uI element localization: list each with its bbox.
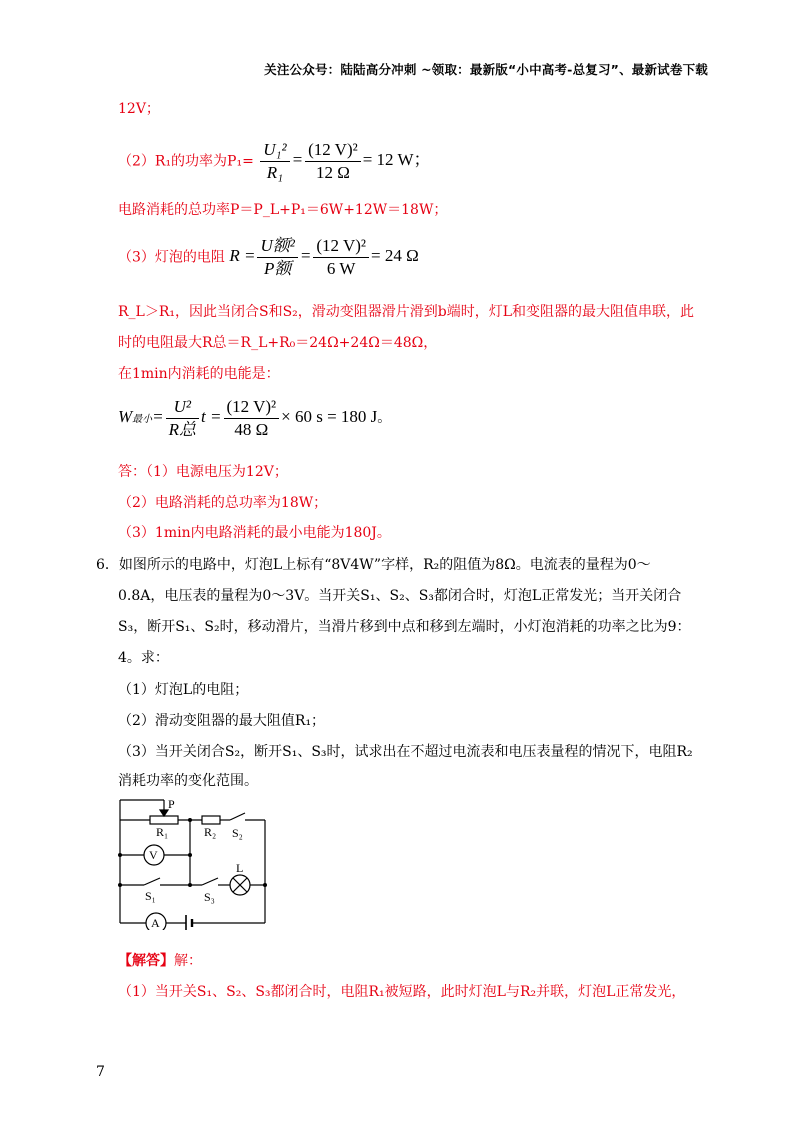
energy-fraction-values: $\frac{\text{(12 V)²}}{48 \Omega}$ [224,397,280,440]
label-r2: R₂ [204,825,217,839]
answer-line-2: （2）R₁的功率为P₁= $\frac{\text{U₁²}}{\text{R₁}}$ = $\frac{\text{(12 V)²}}{12 \Omega}$ = 12 W； [118,140,431,182]
answer-summary-3: （3）1min内电路消耗的最小电能为180J。 [118,525,391,541]
question-line-3: S₃，断开S₁、S₂时，移动滑片，当滑片移到中点和移到左端时，小灯泡消耗的功率之比为9： [118,619,691,635]
subquestion-3b: 消耗功率的变化范围。 [118,773,258,789]
solution-title: 【解答】解： [118,953,202,969]
energy-fraction: $\frac{\text{U²}}{\text{R总}}$ [166,397,199,440]
answer-line-4: （3）灯泡的电阻 R = $\frac{\text{U额²}}{\text{P额}}$ = $\frac{\text{(12 V)²}}{6 W}$ = 24 Ω [118,236,419,278]
label-l: L [236,861,244,875]
question-line-2: 0.8A，电压表的量程为0～3V。当开关S₁、S₂、S₃都闭合时，灯泡L正常发光；当开关闭合 [118,588,682,604]
ammeter-icon: A [151,916,160,930]
page-header: 关注公众号：陆陆高分冲刺 ~领取：最新版“小中高考-总复习”、最新试卷下载 [264,62,708,77]
lamp-resistance-result: = 24 Ω [370,246,419,266]
subquestion-1: （1）灯泡L的电阻； [118,682,249,698]
r1-power-prefix: （2）R₁的功率为P₁= [118,153,254,170]
label-s2: S₂ [232,826,243,840]
answer-line-5: R_L＞R₁，因此当闭合S和S₂，滑动变阻器滑片滑到b端时，灯L和变阻器的最大阻值串联，此 [118,304,695,320]
r1-power-fraction: $\frac{\text{U₁²}}{\text{R₁}}$ [260,140,289,183]
lamp-resistance-fraction-values: $\frac{\text{(12 V)²}}{6 W}$ [313,236,369,279]
r1-power-fraction-values: $\frac{\text{(12 V)²}}{12 \Omega}$ [305,140,361,183]
voltmeter-icon: V [149,848,158,862]
subquestion-3a: （3）当开关闭合S₂，断开S₁、S₃时，试求出在不超过电流表和电压表量程的情况下，电阻R₂ [118,744,693,760]
lamp-resistance-fraction: $\frac{\text{U额²}}{\text{P额}}$ [257,236,297,279]
question-line-1: 6．如图所示的电路中，灯泡L上标有“8V4W”字样，R₂的阻值为8Ω。电流表的量程为0～ [96,557,651,573]
page-number: 7 [96,1064,105,1080]
r1-power-result: = 12 W； [362,150,431,170]
solution-line-1: （1）当开关S₁、S₂、S₃都闭合时，电阻R₁被短路，此时灯泡L与R₂并联，灯泡L正常发光， [118,984,686,1000]
answer-line-6: 时的电阻最大R总＝R_L+R₀＝24Ω+24Ω＝48Ω， [118,335,438,351]
lamp-resistance-prefix: （3）灯泡的电阻 [118,249,225,266]
label-s3: S₃ [204,890,215,904]
subquestion-2: （2）滑动变阻器的最大阻值R₁； [118,713,326,729]
label-r1: R₁ [156,825,169,839]
answer-line-7: 在1min内消耗的电能是： [118,366,280,382]
answer-summary-1: 答：（1）电源电压为12V； [118,464,288,480]
circuit-diagram [112,795,272,930]
answer-line-1: 12V； [118,101,160,117]
answer-line-3: 电路消耗的总功率P＝P_L+P₁＝6W+12W＝18W； [118,202,448,218]
label-s1: S₁ [145,889,156,903]
energy-formula: W最小= $\frac{\text{U²}}{\text{R总}}$ t = $\frac{\text{(12 V)²}}{48 \Omega}$ × 60 s = 180 J。 [118,397,392,439]
label-p: P [168,797,175,811]
answer-summary-2: （2）电路消耗的总功率为18W； [118,495,328,511]
question-line-4: 4。求： [118,650,169,666]
